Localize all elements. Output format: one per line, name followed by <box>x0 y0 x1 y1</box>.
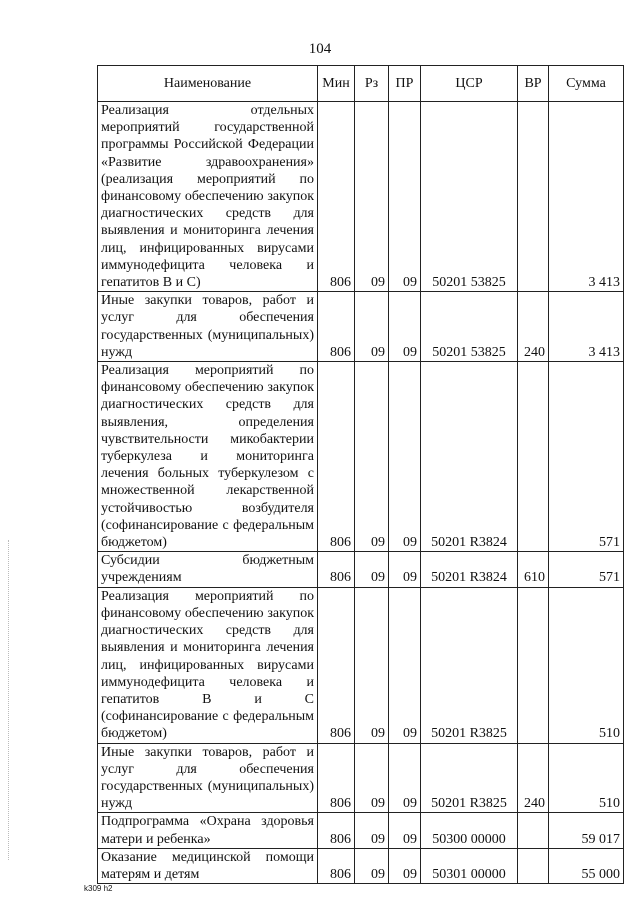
row-min: 806 <box>318 362 355 552</box>
header-min: Мин <box>318 66 355 102</box>
row-rz: 09 <box>355 362 389 552</box>
row-vr <box>518 848 549 883</box>
header-sum: Сумма <box>549 66 624 102</box>
row-csr: 50300 00000 <box>421 813 518 848</box>
row-sum: 510 <box>549 743 624 813</box>
row-name: Реализация мероприятий по финансовому обеспечению закупок диагностических средств для выявления, определения чувствительности микобактерии туберкулеза и мониторинга лечения больных туберкулезом с множественной лекарственной устойчивостью возбудителя (софинансирование с федеральным бюджетом) <box>98 362 318 552</box>
row-rz: 09 <box>355 848 389 883</box>
header-pr: ПР <box>389 66 421 102</box>
margin-scan-marks <box>8 540 11 860</box>
row-min: 806 <box>318 813 355 848</box>
table-row <box>98 102 624 292</box>
row-pr: 09 <box>389 813 421 848</box>
row-csr: 50301 00000 <box>421 848 518 883</box>
row-rz: 09 <box>355 813 389 848</box>
table-row <box>98 587 624 743</box>
table-row <box>98 552 624 587</box>
table-row <box>98 848 624 883</box>
row-csr: 50201 R3824 <box>421 362 518 552</box>
row-min: 806 <box>318 848 355 883</box>
row-name: Оказание медицинской помощи матерям и детям <box>98 848 318 883</box>
header-name: Наименование <box>98 66 318 102</box>
row-name: Иные закупки товаров, работ и услуг для обеспечения государственных (муниципальных) нужд <box>98 292 318 362</box>
table-row <box>98 743 624 813</box>
row-csr: 50201 53825 <box>421 102 518 292</box>
row-sum: 3 413 <box>549 292 624 362</box>
row-min: 806 <box>318 552 355 587</box>
row-sum: 59 017 <box>549 813 624 848</box>
row-sum: 3 413 <box>549 102 624 292</box>
row-rz: 09 <box>355 743 389 813</box>
row-min: 806 <box>318 102 355 292</box>
budget-table <box>97 65 624 884</box>
row-csr: 50201 53825 <box>421 292 518 362</box>
row-sum: 571 <box>549 362 624 552</box>
row-vr <box>518 362 549 552</box>
row-min: 806 <box>318 743 355 813</box>
row-name: Подпрограмма «Охрана здоровья матери и ребенка» <box>98 813 318 848</box>
row-pr: 09 <box>389 292 421 362</box>
table-row <box>98 813 624 848</box>
row-vr <box>518 587 549 743</box>
row-pr: 09 <box>389 362 421 552</box>
row-pr: 09 <box>389 552 421 587</box>
row-rz: 09 <box>355 102 389 292</box>
row-name: Иные закупки товаров, работ и услуг для обеспечения государственных (муниципальных) нужд <box>98 743 318 813</box>
row-vr: 240 <box>518 743 549 813</box>
row-vr: 240 <box>518 292 549 362</box>
row-csr: 50201 R3825 <box>421 743 518 813</box>
row-min: 806 <box>318 587 355 743</box>
row-csr: 50201 R3824 <box>421 552 518 587</box>
header-rz: Рз <box>355 66 389 102</box>
table-row <box>98 362 624 552</box>
footer-code: k309 h2 <box>84 884 113 893</box>
page-number: 104 <box>308 41 332 57</box>
header-vr: ВР <box>518 66 549 102</box>
row-csr: 50201 R3825 <box>421 587 518 743</box>
row-pr: 09 <box>389 743 421 813</box>
row-min: 806 <box>318 292 355 362</box>
row-pr: 09 <box>389 848 421 883</box>
row-rz: 09 <box>355 292 389 362</box>
row-name: Субсидии бюджетным учреждениям <box>98 552 318 587</box>
row-rz: 09 <box>355 552 389 587</box>
row-vr <box>518 813 549 848</box>
row-rz: 09 <box>355 587 389 743</box>
row-sum: 571 <box>549 552 624 587</box>
row-name: Реализация отдельных мероприятий государственной программы Российской Федерации «Развитие здравоохранения» (реализация мероприятий по финансовому обеспечению закупок диагностических средств для выявления и мониторинга лечения лиц, инфицированных вирусами иммунодефицита человека и гепатитов В и С) <box>98 102 318 292</box>
header-csr: ЦСР <box>421 66 518 102</box>
table-row <box>98 292 624 362</box>
row-vr: 610 <box>518 552 549 587</box>
row-sum: 55 000 <box>549 848 624 883</box>
row-sum: 510 <box>549 587 624 743</box>
row-name: Реализация мероприятий по финансовому обеспечению закупок диагностических средств для выявления и мониторинга лечения лиц, инфицированных вирусами иммунодефицита человека и гепатитов В и С (софинансирование с федеральным бюджетом) <box>98 587 318 743</box>
row-pr: 09 <box>389 102 421 292</box>
row-pr: 09 <box>389 587 421 743</box>
row-vr <box>518 102 549 292</box>
table-header-row <box>98 66 624 102</box>
